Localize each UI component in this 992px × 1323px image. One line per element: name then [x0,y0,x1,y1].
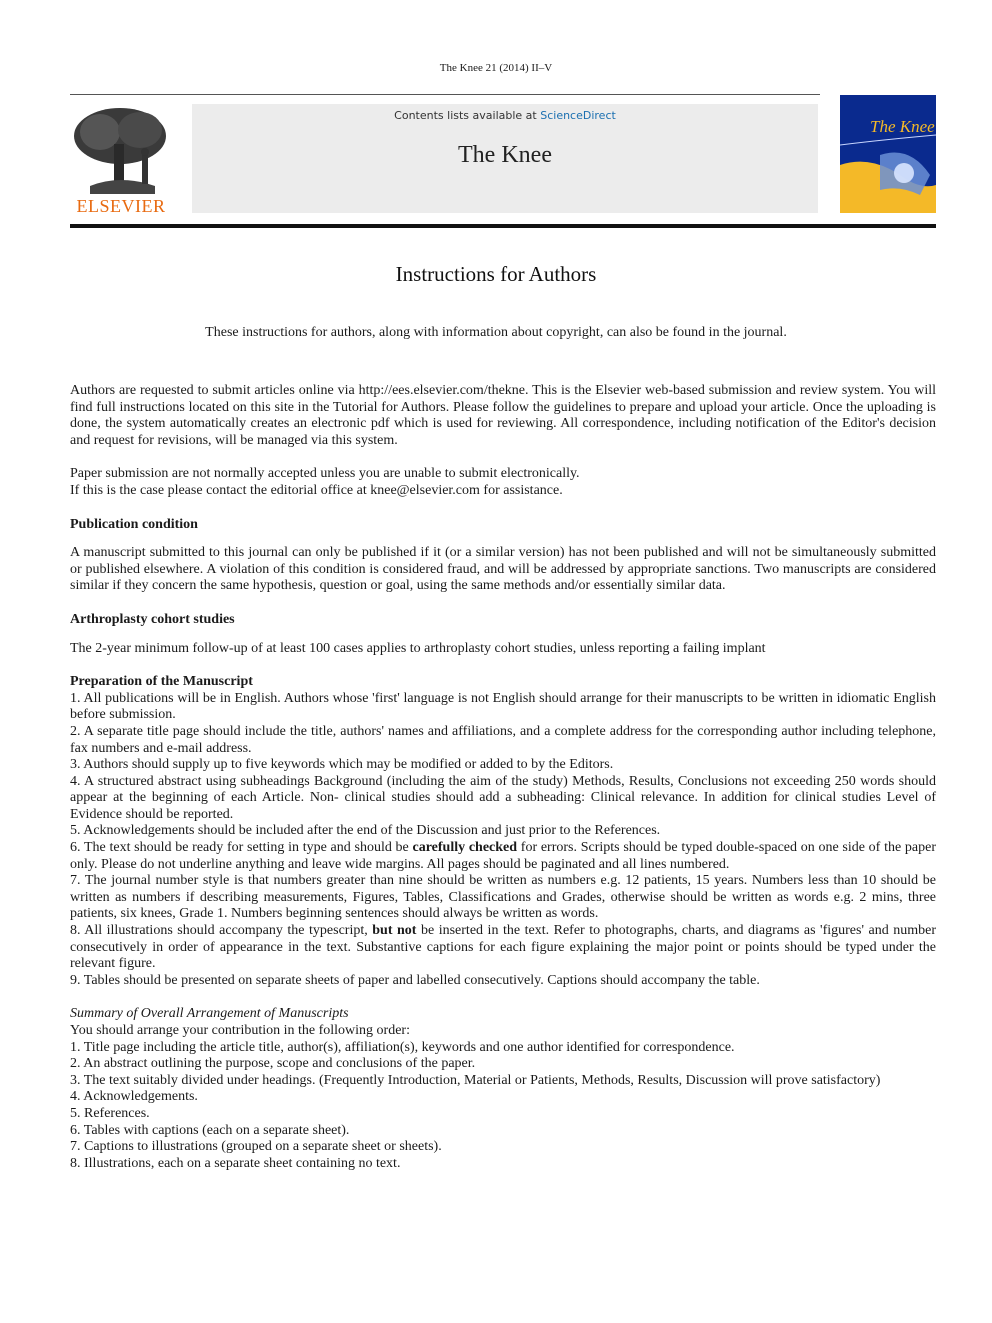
preparation-item: 1. All publications will be in English. Authors whose 'first' language is not English should arrange for their manuscripts to be written in idiomatic English before submission. [70,690,936,723]
emphasis-but-not: but not [372,923,417,939]
summary-item: 3. The text suitably divided under headings. (Frequently Introduction, Material or Patients, Methods, Results, Discussion will prove satisfactory) [70,1072,881,1088]
preparation-item: 6. The text should be ready for setting in type and should be carefully checked for errors. Scripts should be typed double-spaced on one side of the paper only. Please do not underline anything and leave wide margins. All pages should be paginated and all lines numbered. [70,840,936,872]
arthroplasty-text: The 2-year minimum follow-up of at least 100 cases applies to arthroplasty cohort studies, unless reporting a failing implant [70,640,766,656]
summary-item: 5. References. [70,1105,150,1121]
article-title: Instructions for Authors [395,262,597,286]
header-thick-rule [70,224,936,228]
preparation-item: 9. Tables should be presented on separate sheets of paper and labelled consecutively. Captions should accompany the table. [70,972,760,988]
cover-title: The Knee [870,117,935,136]
journal-citation: The Knee 21 (2014) II–V [439,62,553,74]
summary-item: 8. Illustrations, each on a separate sheet containing no text. [70,1155,401,1171]
paper-submission-line: Paper submission are not normally accepted unless you are unable to submit electronically. [70,466,580,482]
contents-line [192,109,818,122]
summary-item: 4. Acknowledgements. [70,1089,198,1105]
cover-art-icon [840,95,936,213]
summary-item: 2. An abstract outlining the purpose, scope and conclusions of the paper. [70,1056,476,1072]
sciencedirect-link[interactable]: ScienceDirect [540,109,616,122]
arthroplasty-heading: Arthroplasty cohort studies [70,611,235,627]
elsevier-tree-icon [70,104,172,196]
preparation-item: 7. The journal number style is that numbers greater than nine should be written as numbers e.g. 12 patients, 15 years. Numbers less than 10 should be written as numbers if describing measurements, Figures, Tables, Classifications and Grades, otherwise should be written as words e.g. 2 mins, three patients, six knees, Grade 1. Numbers beginning sentences should always be written as words. [70,873,936,922]
contact-line: If this is the case please contact the editorial office at knee@elsevier.com for assistance. [70,482,563,498]
contents-prefix: Contents lists available at [394,109,541,122]
preparation-item: 2. A separate title page should include the title, authors' names and affiliations, and a complete address for the corresponding author including telephone, fax numbers and e-mail address. [70,723,936,756]
journal-cover [840,95,936,213]
header-divider [70,94,820,95]
preparation-item: 3. Authors should supply up to five keywords which may be modified or added to by the Editors. [70,757,614,773]
summary-item: 1. Title page including the article title, author(s), affiliation(s), keywords and one author identified for correspondence. [70,1039,735,1055]
summary-intro: You should arrange your contribution in the following order: [70,1023,410,1038]
summary-item: 6. Tables with captions (each on a separate sheet). [70,1122,350,1138]
publisher-name: ELSEVIER [76,196,166,216]
summary-heading: Summary of Overall Arrangement of Manuscripts [70,1006,349,1022]
preparation-item: 4. A structured abstract using subheadings Background (including the aim of the study) Methods, Results, Conclusions not exceeding 250 words should appear at the beginning of each Article. Non- clinical studies should add a subheading: Clinical relevance. In addition for clinical studies Level of Evidence should be reported. [70,773,936,822]
preparation-item: 5. Acknowledgements should be included after the end of the Discussion and just prior to the References. [70,823,661,839]
summary-item: 7. Captions to illustrations (grouped on a separate sheet or sheets). [70,1139,442,1155]
publication-condition-text: A manuscript submitted to this journal can only be published if it (or a similar version) has not been published and will not be simultaneously submitted or published elsewhere. A violation of this condition is considered fraud, and will be addressed by appropriate sanctions. Two manuscripts are considered similar if they concern the same hypothesis, question or goal, using the same methods and/or essentially similar data. [70,545,936,594]
submission-paragraph: Authors are requested to submit articles online via http://ees.elsevier.com/thekne. This is the Elsevier web-based submission and review system. You will find full instructions located on this site in the Tutorial for Authors. Please follow the guidelines to prepare and upload your article. Once the uploading is done, the system automatically creates an electronic pdf which is used for reviewing. All correspondence, including notification of the Editor's decision and request for revisions, will be managed via this system. [70,383,936,448]
article-body [70,383,936,1172]
emphasis-carefully-checked: carefully checked [412,840,518,856]
publication-condition-heading: Publication condition [70,516,198,532]
journal-title: The Knee [458,142,552,168]
preparation-item: 8. All illustrations should accompany the typescript, but not be inserted in the text. Refer to photographs, charts, and diagrams as 'figures' and number consecutively in order of appearance in the text. Substantive captions for each figure explaining the major point or points should be typed under the relevant figure. [70,923,936,972]
journal-banner [192,104,818,213]
intro-note: These instructions for authors, along with information about copyright, can also be found in the journal. [205,325,787,340]
preparation-heading: Preparation of the Manuscript [70,674,253,690]
